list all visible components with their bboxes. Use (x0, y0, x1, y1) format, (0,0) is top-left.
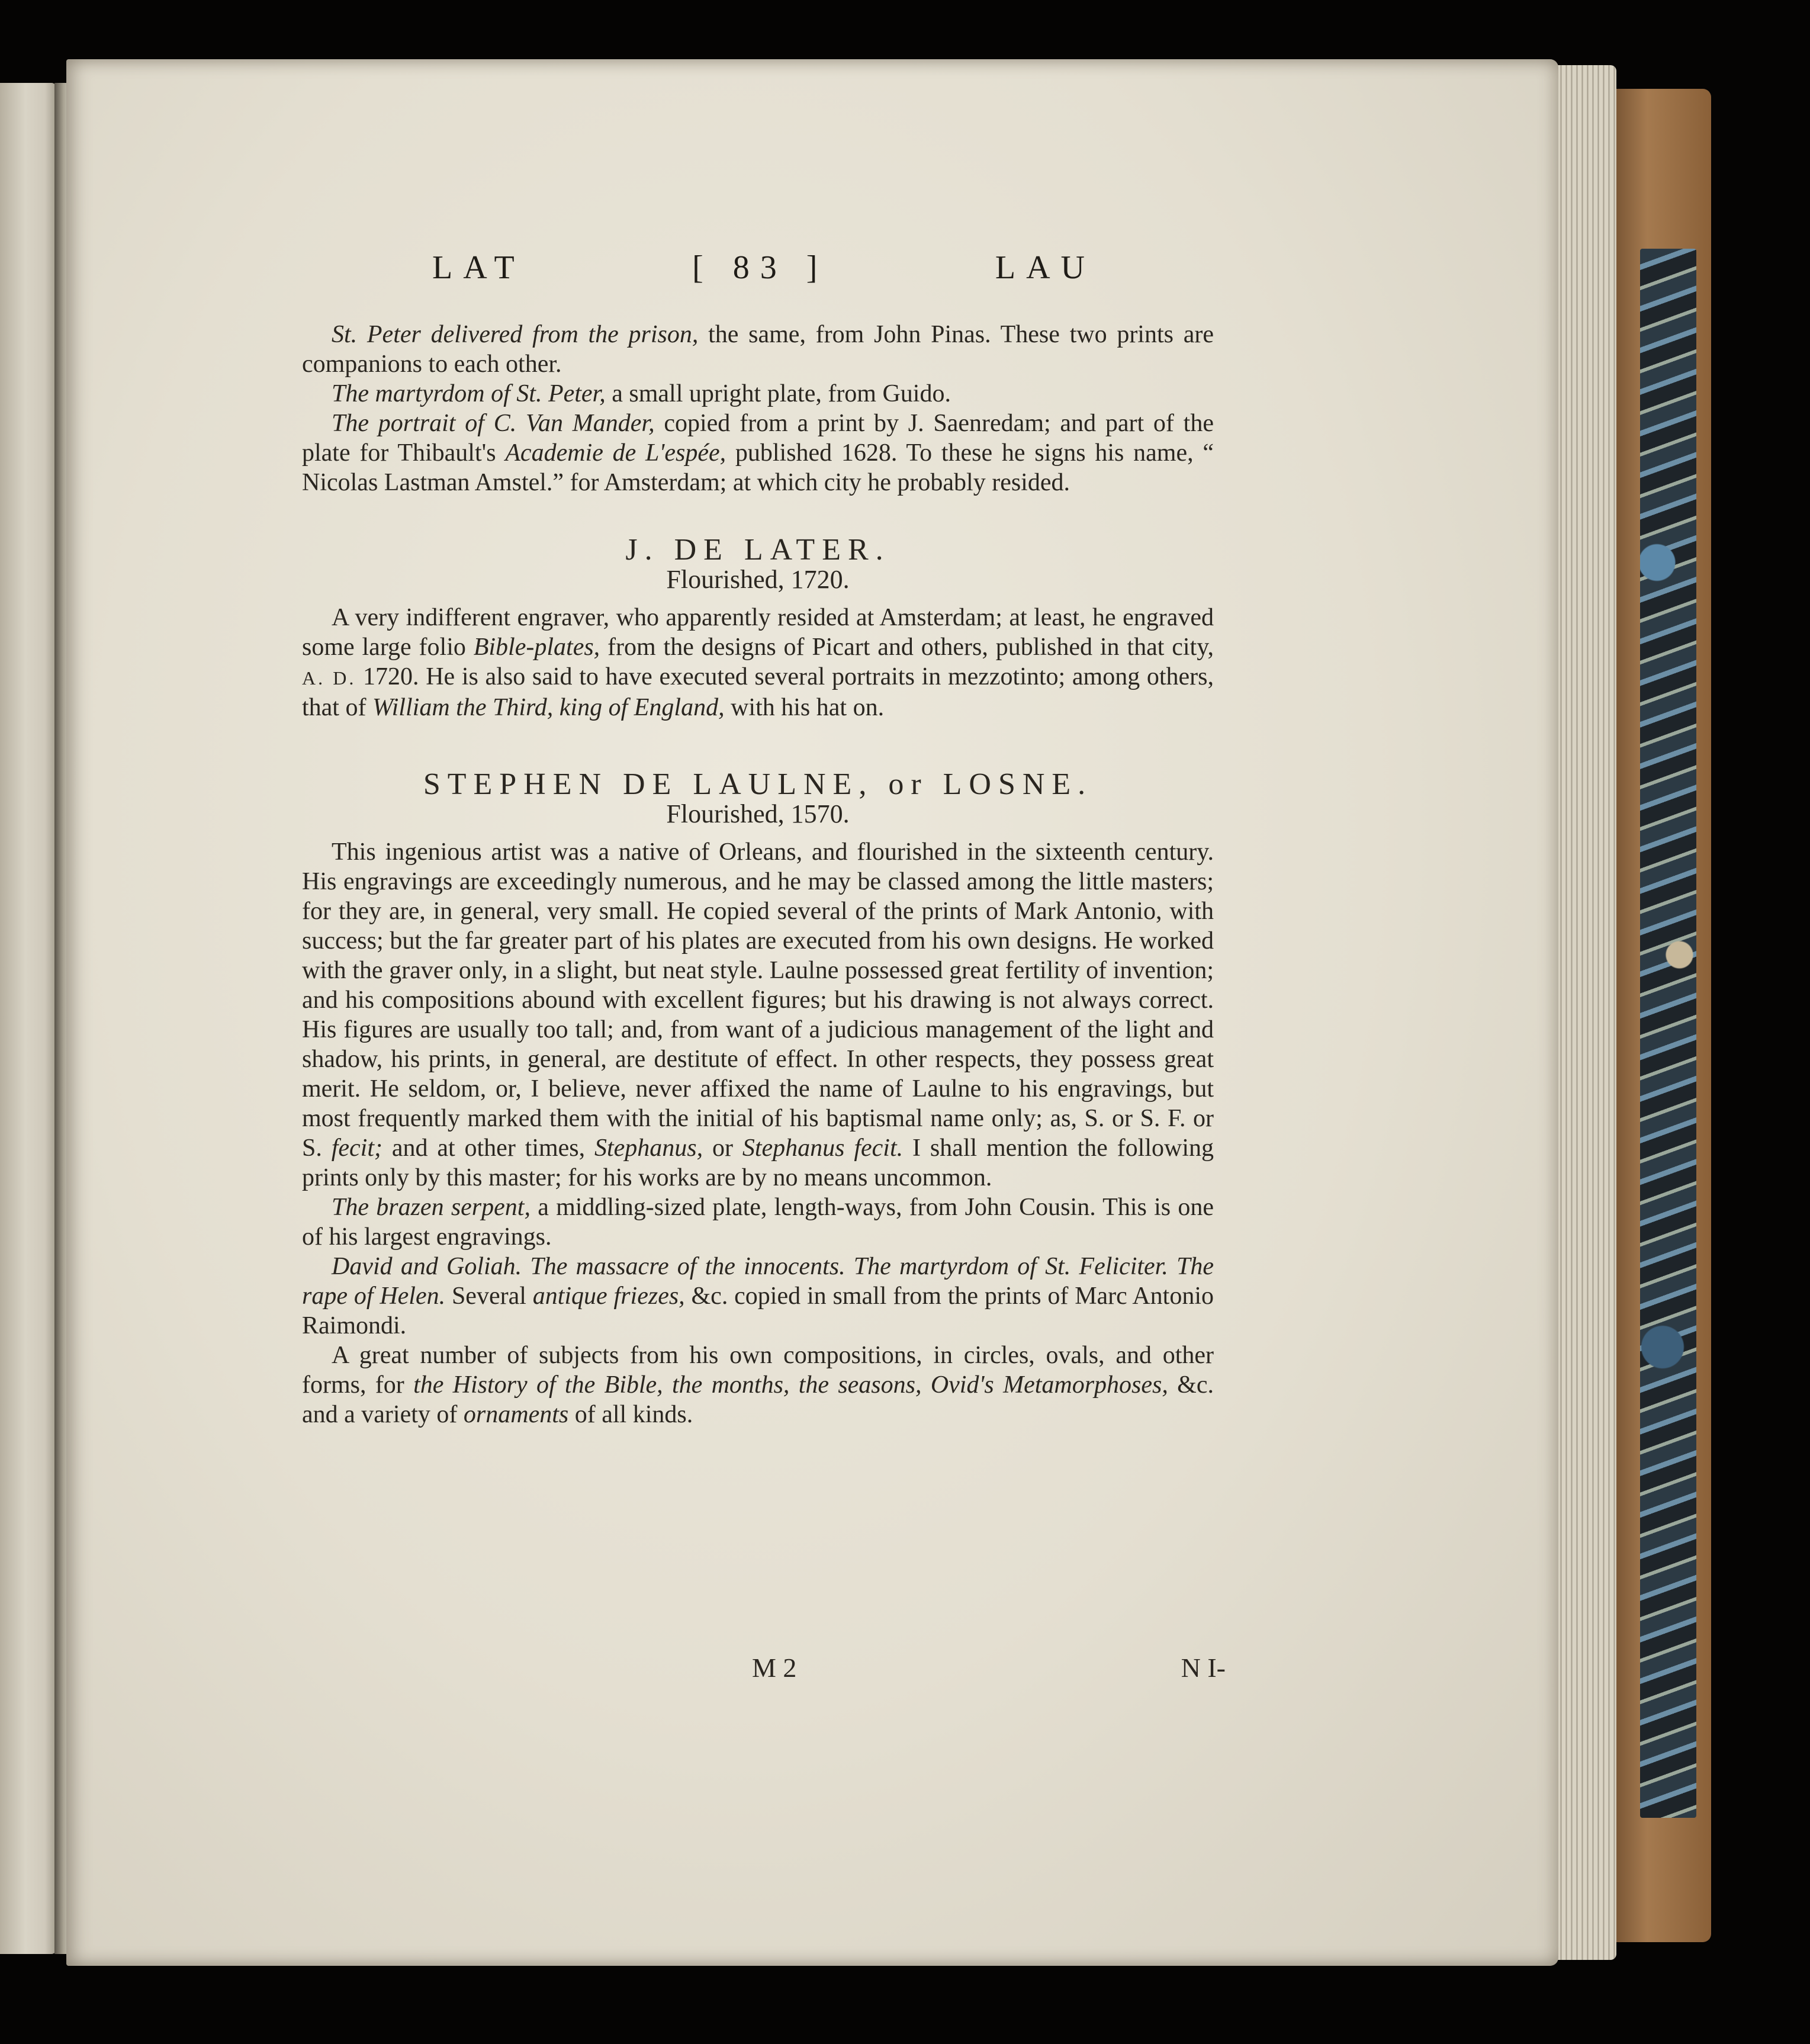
signature-mark: M 2 (752, 1653, 797, 1683)
paragraph (302, 837, 1214, 1193)
era-abbrev: A. D. (302, 667, 356, 689)
print-title: the seasons, (798, 1371, 922, 1399)
print-title: Stephanus fecit. (742, 1135, 904, 1162)
print-title: The rape of Helen. (302, 1253, 1214, 1310)
paragraph (302, 320, 1214, 379)
page-text (302, 320, 1214, 1429)
print-title: fecit; (331, 1135, 382, 1162)
print-title: antique friezes, (532, 1283, 685, 1310)
text-run: 1720. He is also said to have executed several portraits in mezzotinto; among others, that of (302, 663, 1214, 721)
text-run: with his hat on. (724, 694, 885, 721)
flourished-date: Flourished, 1720. (666, 565, 850, 594)
text-run: and at other times, (382, 1135, 594, 1162)
text-run: This ingenious artist was a native of Orleans, and flourished in the sixteenth century. His engravings are exceedingly numerous, and he may be classed among the little masters; for they are, in general, very small. He copied several of the prints of Mark Antonio, with success; but the far greater part of his plates are executed from his own designs. He worked with the graver only, in a slight, but neat style. Laulne possessed great fertility of invention; and his compositions abound with excellent figures; but his drawing is not always correct. His figures are usually too tall; and, from want of a judicious management of the light and shadow, his prints, in general, are destitute of effect. In other respects, they possess great merit. He seldom, or, I believe, never affixed the name of Laulne to his engravings, but most frequently marked them with the initial of his baptismal name only; as, S. or S. F. or S. (302, 838, 1214, 1162)
print-title: The brazen serpent, (332, 1194, 531, 1221)
text-run: of all kinds. (568, 1401, 693, 1428)
left-page-edge (0, 83, 56, 1954)
print-title: Stephanus, (594, 1135, 703, 1162)
text-run: or (703, 1135, 742, 1162)
paragraph (302, 379, 1214, 409)
print-title: The portrait of C. Van Mander, (332, 410, 655, 437)
running-head-left: LAT (432, 249, 525, 286)
text-run: a small upright plate, from Guido. (605, 380, 951, 407)
page-number: [ 83 ] (692, 249, 828, 286)
paragraph (302, 1341, 1214, 1429)
text-run: &c. copied in small from the prints of Marc Antonio Raimondi. (302, 1283, 1214, 1339)
page-footer (752, 1652, 1226, 1683)
text-run: &c. and a variety of (302, 1371, 1214, 1428)
text-run: published 1628. To these he signs his name, “ Nicolas Lastman Amstel.” for Amsterdam; at which city he probably resided. (302, 439, 1214, 496)
flourished-date: Flourished, 1570. (666, 799, 850, 828)
text-run: a middling-sized plate, length-ways, from John Cousin. This is one of his largest engravings. (302, 1194, 1214, 1251)
print-title: ornaments (463, 1401, 569, 1428)
print-title: The martyrdom of St. Feliciter. (853, 1253, 1168, 1280)
text-run: I shall mention the following prints only by this master; for his works are by no means uncommon. (302, 1135, 1214, 1191)
paragraph (302, 409, 1214, 497)
page-edges (1551, 65, 1616, 1960)
print-title: Bible-plates, (473, 634, 600, 661)
print-title: the History of the Bible, (413, 1371, 663, 1399)
text-run: copied from a print by J. Saenredam; and part of the plate for Thibault's (302, 410, 1214, 467)
text-run: A very indifferent engraver, who apparently resided at Amsterdam; at least, he engraved some large folio (302, 604, 1214, 661)
print-title: The massacre of the innocents. (530, 1253, 845, 1280)
catchword: N I- (1181, 1653, 1226, 1683)
print-title: St. Peter delivered from the prison, (332, 321, 699, 348)
paragraph (302, 1252, 1214, 1341)
text-run: A great number of subjects from his own compositions, in circles, ovals, and other forms, for (302, 1342, 1214, 1399)
print-title: Academie de L'espée, (505, 439, 726, 467)
text-run: from the designs of Picart and others, published in that city, (600, 634, 1214, 661)
section-heading: J. DE LATER. (625, 533, 890, 567)
running-head-right: LAU (995, 249, 1095, 286)
print-title: David and Goliah. (332, 1253, 522, 1280)
section-heading: STEPHEN DE LAULNE, or LOSNE. (423, 767, 1093, 801)
print-title: the months, (671, 1371, 790, 1399)
text-run: Several (445, 1283, 533, 1310)
paragraph (302, 1193, 1214, 1252)
marbled-edge (1640, 249, 1696, 1818)
paragraph (302, 603, 1214, 722)
print-title: William the Third, king of England, (372, 694, 725, 721)
text-run: the same, from John Pinas. These two prints are companions to each other. (302, 321, 1214, 378)
running-head (432, 249, 1095, 287)
print-title: Ovid's Metamorphoses, (930, 1371, 1168, 1399)
print-title: The martyrdom of St. Peter, (332, 380, 606, 407)
